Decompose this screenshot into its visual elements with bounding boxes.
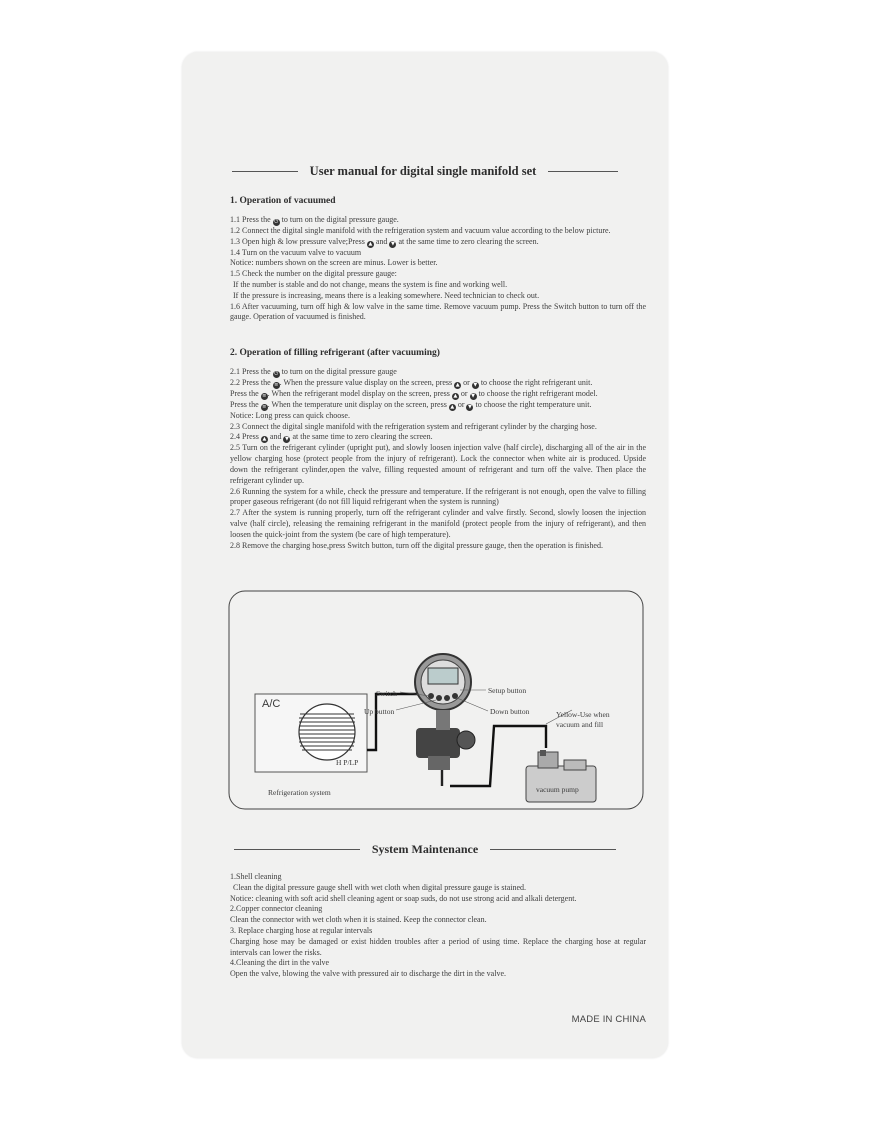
label-vacuum-fill: vacuum and fill: [556, 720, 604, 729]
step-2-7: 2.7 After the system is running properly, turn off the refrigerant cylinder and valve firstly. Second, slowly loosen the injection valve (half circle), releasing the remaining refrigerant in the manifold (protect people from the injury of refrigerant), and then loosen the quick-joint from the system (be care of high temperature).: [230, 508, 646, 539]
ac-fan-icon: [299, 704, 355, 760]
down-icon: ▼: [391, 240, 395, 247]
diagram-drawing: [228, 590, 644, 810]
up-icon: ▲: [455, 381, 460, 388]
setup-icon: ≡: [262, 403, 267, 410]
section-vacuum: [230, 196, 646, 323]
label-hplp: H P/LP: [336, 758, 359, 767]
up-icon: ▲: [262, 436, 267, 443]
step-2-1: 2.1 Press the ⏻ to turn on the digital pressure gauge: [230, 366, 397, 377]
title-rule-right: [548, 171, 618, 172]
up-icon: ▲: [368, 240, 373, 247]
down-icon: ▼: [473, 381, 478, 388]
step-1-5-leak: If the pressure is increasing, means there is a leaking somewhere. Need technician to check out.: [233, 290, 540, 300]
manifold-valve: [416, 728, 475, 770]
step-1-5: 1.5 Check the number on the digital pressure gauge:: [230, 269, 397, 279]
title-row: [182, 164, 668, 179]
title-rule-left: [232, 171, 298, 172]
label-ac: A/C: [262, 698, 281, 710]
down-icon: ▼: [471, 392, 475, 399]
maintenance-rule-right: [490, 849, 616, 850]
step-1-1: 1.1 Press the ⏻ to turn on the digital pressure gauge.: [230, 214, 399, 225]
maint-line-2: Clean the digital pressure gauge shell with wet cloth when digital pressure gauge is stained.: [233, 882, 527, 892]
up-icon: ▲: [453, 392, 458, 399]
label-up-button: Up button: [364, 707, 395, 716]
connection-diagram: [228, 590, 644, 810]
label-switch: Switch: [376, 689, 397, 698]
step-2-4: 2.4 Press ▲ and ▼ at the same time to zero clearing the screen.: [230, 432, 433, 443]
step-2-2-temp: Press the ≡. When the temperature unit display on the screen, press ▲ or ▼ to choose the right temperature unit.: [230, 399, 592, 410]
maintenance-row: [182, 842, 668, 857]
label-refrigeration-system: Refrigeration system: [268, 788, 331, 797]
step-2-6: 2.6 Running the system for a while, check the pressure and temperature. If the refrigerant is not enough, open the valve to filling proper gaseous refrigerant (do not fill liquid refrigerant when the system is running): [230, 486, 646, 507]
notice-1: Notice: numbers shown on the screen are minus. Lower is better.: [230, 258, 438, 268]
power-icon: ⏻: [274, 218, 279, 225]
step-2-8: 2.8 Remove the charging hose,press Switch button, turn off the digital pressure gauge, then the operation is finished.: [230, 540, 603, 550]
manual-title: User manual for digital single manifold set: [309, 164, 537, 178]
down-icon: ▼: [285, 436, 289, 443]
step-1-6: 1.6 After vacuuming, turn off high & low valve in the same time. Remove vacuum pump. Press the Switch button to turn off the gauge. Operation of vacuumed is finished.: [230, 301, 646, 322]
step-1-4: 1.4 Turn on the vacuum valve to vacuum: [230, 247, 362, 257]
step-2-2: 2.2 Press the ≡. When the pressure value display on the screen, press ▲ or ▼ to choose the right refrigerant unit.: [230, 377, 593, 388]
step-1-2: 1.2 Connect the digital single manifold with the refrigeration system and vacuum value according to the below picture.: [230, 225, 611, 235]
step-2-2-model: Press the ≡. When the refrigerant model display on the screen, press ▲ or ▼ to choose the right refrigerant model.: [230, 388, 598, 399]
notice-2: Notice: Long press can quick choose.: [230, 410, 350, 420]
label-yellow-use: Yellow-Use when: [556, 710, 610, 719]
power-icon: ⏻: [274, 370, 279, 377]
maint-line-1: 1.Shell cleaning: [230, 872, 282, 881]
label-down-button: Down button: [490, 707, 530, 716]
step-2-5: 2.5 Turn on the refrigerant cylinder (upright put), and slowly loosen injection valve (half circle), discharging all of the air in the yellow charging hose (protect people from the injury of refrigerant). Lock the connector when white air is produced. Upside down the refrigerant cylinder,open the valve, filling requested amount of refrigerant and turn off the valve. Then place the refrigerant cylinder up.: [230, 443, 646, 485]
setup-icon: ≡: [274, 381, 279, 388]
made-in-label: MADE IN CHINA: [571, 1014, 646, 1025]
maint-line-4: 2.Copper connector cleaning: [230, 904, 323, 914]
label-vacuum-pump: vacuum pump: [536, 785, 579, 794]
maint-line-8: 4.Cleaning the dirt in the valve: [230, 958, 330, 968]
section-filling: [230, 348, 646, 551]
vacuum-pump: [526, 750, 596, 802]
maint-line-6: 3. Replace charging hose at regular intervals: [230, 925, 373, 935]
maintenance-title: System Maintenance: [371, 842, 479, 856]
setup-icon: ≡: [262, 392, 267, 399]
label-setup-button: Setup button: [488, 686, 527, 695]
down-icon: ▼: [468, 403, 472, 410]
maintenance-rule-left: [234, 849, 360, 850]
maint-line-3: Notice: cleaning with soft acid shell cleaning agent or soap suds, do not use strong acid and alkali detergent.: [230, 893, 577, 903]
step-1-3: 1.3 Open high & low pressure valve;Press ▲ and ▼ at the same time to zero clearing the screen.: [230, 236, 539, 247]
step-2-3: 2.3 Connect the digital single manifold with the refrigeration system and refrigerant cylinder by the charging hose.: [230, 421, 597, 431]
up-icon: ▲: [450, 403, 455, 410]
manual-card: [182, 52, 668, 1058]
digital-gauge: [415, 654, 471, 730]
maint-line-5: Clean the connector with wet cloth when it is stained. Keep the connector clean.: [230, 915, 487, 925]
section-maintenance: [230, 872, 646, 980]
section-vacuum-heading: 1. Operation of vacuumed: [230, 196, 336, 206]
maint-line-7: Charging hose may be damaged or exist hidden troubles after a period of using time. Replace the charging hose at regular intervals can lower the risks.: [230, 936, 646, 957]
maint-line-9: Open the valve, blowing the valve with pressured air to discharge the dirt in the valve.: [230, 969, 506, 979]
section-filling-heading: 2. Operation of filling refrigerant (after vacuuming): [230, 348, 440, 358]
step-1-5-stable: If the number is stable and do not change, means the system is fine and working well.: [233, 279, 508, 289]
